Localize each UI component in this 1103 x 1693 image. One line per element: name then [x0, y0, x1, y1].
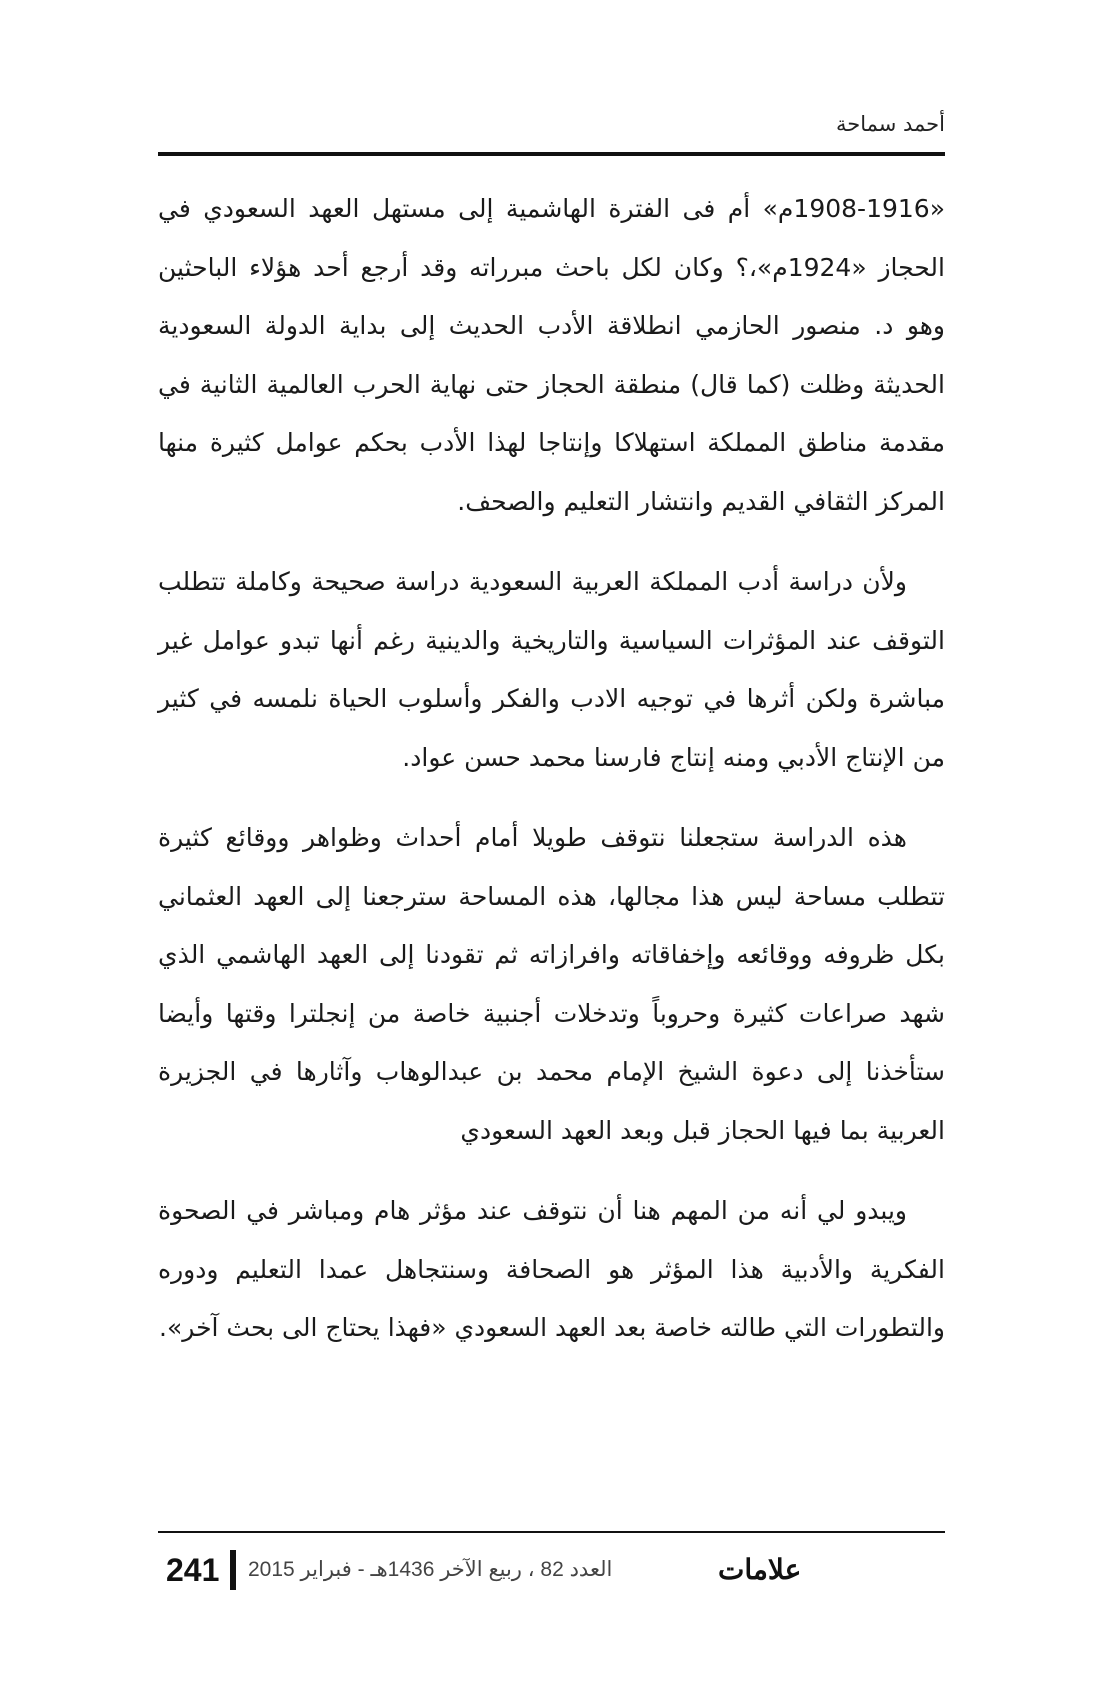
paragraph-4: ويبدو لي أنه من المهم هنا أن نتوقف عند مؤثر هام ومباشر في الصحوة الفكرية والأدبية هذا المؤثر هو الصحافة وسنتجاهل عمدا التعليم ودوره والتطورات التي طالته خاصة بعد العهد السعودي «فهذا يحتاج الى بحث آخر». — [158, 1196, 945, 1342]
paragraph-3: هذه الدراسة ستجعلنا نتوقف طويلا أمام أحداث وظواهر ووقائع كثيرة تتطلب مساحة ليس هذا مجالها، هذه المساحة سترجعنا إلى العهد العثماني بكل ظروفه ووقائعه وإخفاقاته وافرازاته ثم تقودنا إلى العهد الهاشمي الذي شهد صراعات كثيرة وحروباً وتدخلات أجنبية خاصة من إنجلترا وقتها وأيضا ستأخذنا إلى دعوة الشيخ الإمام محمد بن عبدالوهاب وآثارها في الجزيرة العربية بما فيها الحجاز قبل وبعد العهد السعودي — [158, 823, 945, 1145]
running-header-author: أحمد سماحة — [835, 112, 945, 136]
page-number: 241 — [166, 1552, 220, 1588]
issue-info: العدد 82 ، ربيع الآخر 1436هـ - فبراير 2015 — [248, 1558, 613, 1581]
paragraph-2: ولأن دراسة أدب المملكة العربية السعودية دراسة صحيحة وكاملة تتطلب التوقف عند المؤثرات السياسية والتاريخية والدينية رغم أنها تبدو عوامل غير مباشرة ولكن أثرها في توجيه الادب والفكر وأسلوب الحياة نلمسه في كثير من الإنتاج الأدبي ومنه إنتاج فارسنا محمد حسن عواد. — [158, 567, 945, 772]
page-footer — [158, 1548, 945, 1592]
footer-divider — [230, 1550, 236, 1590]
footer-rule — [158, 1531, 945, 1533]
header-rule — [158, 152, 945, 156]
article-body — [158, 180, 945, 1358]
paragraph-1: «1908-1916م» أم فى الفترة الهاشمية إلى مستهل العهد السعودي في الحجاز «1924م»،؟ وكان لكل باحث مبرراته وقد أرجع أحد هؤلاء الباحثين وهو د. منصور الحازمي انطلاقة الأدب الحديث إلى بداية الدولة السعودية الحديثة وظلت (كما قال) منطقة الحجاز حتى نهاية الحرب العالمية الثانية في مقدمة مناطق المملكة استهلاكا وإنتاجا لهذا الأدب بحكم عوامل كثيرة منها المركز الثقافي القديم وانتشار التعليم والصحف. — [158, 194, 945, 516]
journal-logo: علامات — [718, 1553, 802, 1586]
